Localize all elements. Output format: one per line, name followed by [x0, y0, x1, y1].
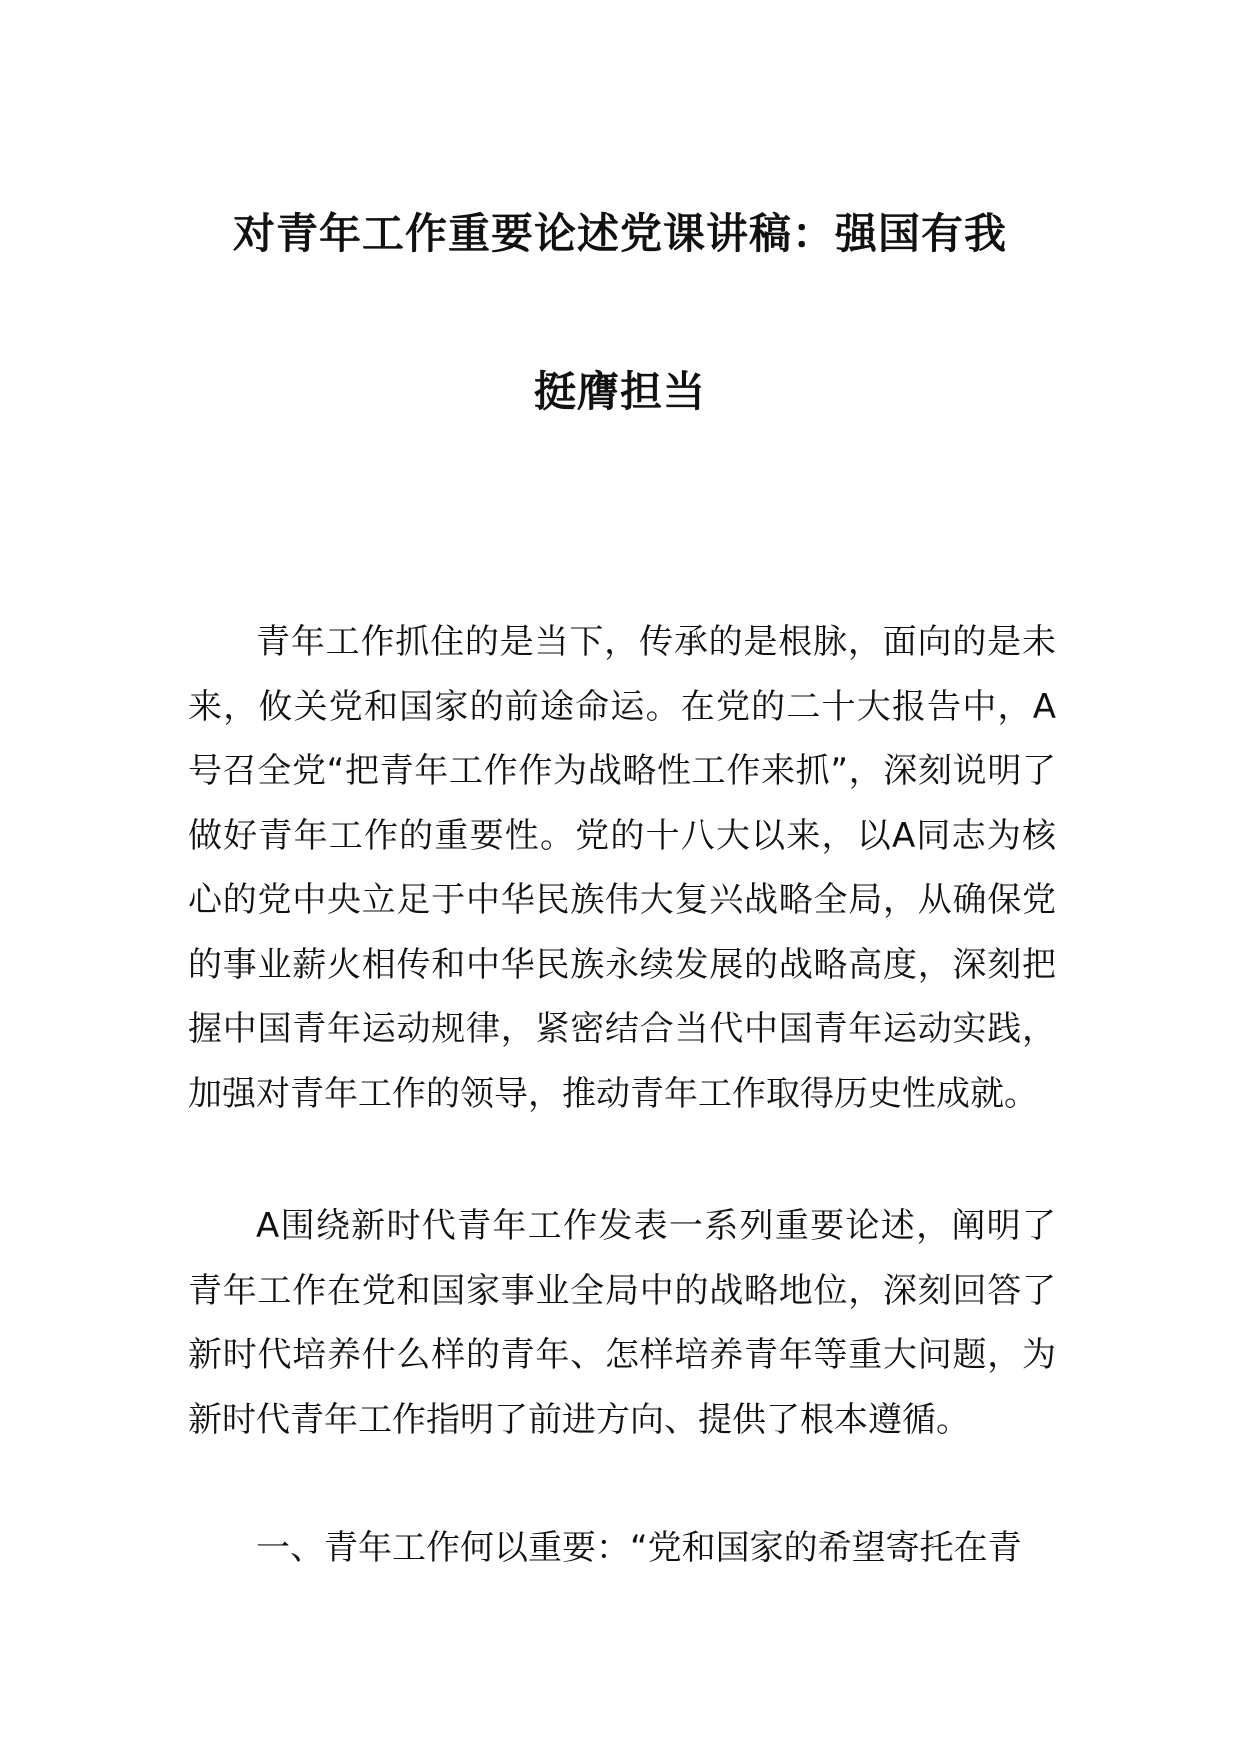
document-title-line-1: 对青年工作重要论述党课讲稿：强国有我: [232, 209, 1007, 258]
document-title-line-2: 挺膺担当: [533, 367, 706, 416]
paragraph-discourse: A围绕新时代青年工作发表一系列重要论述，阐明了青年工作在党和国家事业全局中的战略地位，深刻回答了新时代培养什么样的青年、怎样培养青年等重大问题，为新时代青年工作指明了前进方向、提供了根本遵循。: [188, 1206, 1056, 1440]
paragraph-intro: 青年工作抓住的是当下，传承的是根脉，面向的是未来，攸关党和国家的前途命运。在党的二十大报告中，A号召全党“把青年工作作为战略性工作来抓”，深刻说明了做好青年工作的重要性。党的十八大以来，以A同志为核心的党中央立足于中华民族伟大复兴战略全局，从确保党的事业薪火相传和中华民族永续发展的战略高度，深刻把握中国青年运动规律，紧密结合当代中国青年运动实践，加强对青年工作的领导，推动青年工作取得历史性成就。: [188, 622, 1056, 1114]
section-heading-1: 一、青年工作何以重要：“党和国家的希望寄托在青: [256, 1528, 1022, 1568]
